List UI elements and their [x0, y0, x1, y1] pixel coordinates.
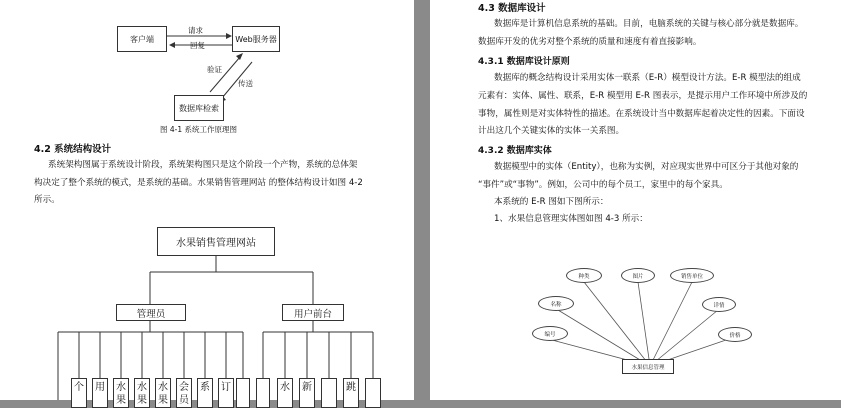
- admin-leaf: 水果: [134, 378, 150, 408]
- er-entity-box: 水果信息管理: [622, 359, 674, 374]
- section-4-2-line-2: 构决定了整个系统的模式，是系统的基础。水果销售管理网站 的整体结构设计如图 4-2: [34, 178, 363, 188]
- db-retrieval-box: 数据库检索: [174, 95, 224, 121]
- admin-leaf: 个: [71, 378, 87, 408]
- tree-root-box: 水果销售管理网站: [157, 227, 275, 256]
- request-label: 请求: [188, 26, 203, 35]
- transfer-label: 传送: [238, 79, 253, 88]
- er-attribute-oval: 种类: [566, 268, 602, 283]
- figure-4-1-caption: 图 4-1 系统工作原理图: [160, 125, 238, 134]
- frontend-leaf: 跳: [343, 378, 359, 408]
- section-4-3-1-line-4: 计出这几个关键实体的实体一关系图。: [478, 126, 625, 136]
- reply-label: 回复: [190, 41, 205, 50]
- section-4-3-1-heading: 4.3.1 数据库设计原则: [478, 57, 570, 67]
- section-4-2-line-1: 系统架构图属于系统设计阶段，系统架构图只是这个阶段一个产物，系统的总体架: [48, 160, 358, 170]
- validate-label: 验证: [207, 65, 222, 74]
- section-4-2-line-3: 所示。: [34, 195, 60, 205]
- section-4-3-1-line-2: 元素有：实体、属性、联系，E-R 模型用 E-R 图表示，是提示用户工作环境中所涉及的: [478, 91, 808, 101]
- er-attribute-oval: 价格: [718, 327, 752, 342]
- client-box: 客户端: [117, 26, 167, 52]
- admin-leaf: 水果: [113, 378, 129, 408]
- section-4-3-2-line-2: “事件”或“事物”。例如，公司中的每个员工，家里中的每个家具。: [478, 180, 728, 190]
- er-attribute-oval: 详情: [702, 297, 736, 312]
- section-4-2-heading: 4.2 系统结构设计: [34, 144, 112, 155]
- section-4-3-2-line-4: 1、水果信息管理实体图如图 4-3 所示：: [494, 214, 648, 224]
- section-4-3-1-line-3: 事物，属性则是对实体特性的描述。在系统设计当中数据库起着决定性的因素。下面设: [478, 109, 805, 119]
- web-server-box: Web服务器: [232, 26, 280, 52]
- admin-leaf: 会员: [176, 378, 192, 408]
- frontend-leaf: 水: [277, 378, 293, 408]
- section-4-3-heading: 4.3 数据库设计: [478, 3, 546, 14]
- admin-leaf: 订: [218, 378, 234, 408]
- document-page-left: [0, 0, 414, 406]
- er-attribute-oval: 销售单位: [670, 268, 714, 283]
- document-page-right: [430, 0, 841, 400]
- frontend-leaf: 新: [299, 378, 315, 408]
- section-4-3-line-1: 数据库是计算机信息系统的基础。目前，电脑系统的关键与核心部分就是数据库。: [494, 19, 804, 29]
- section-4-3-1-line-1: 数据库的概念结构设计采用实体一联系（E-R）模型设计方法。E-R 模型法的组成: [494, 73, 801, 83]
- admin-box: 管理员: [116, 304, 186, 321]
- admin-leaf: 系: [197, 378, 213, 408]
- admin-leaf: [236, 378, 250, 408]
- section-4-3-2-line-3: 本系统的 E-R 图如下图所示：: [494, 197, 609, 207]
- admin-leaf: 用: [92, 378, 108, 408]
- frontend-leaf: [321, 378, 337, 408]
- er-diagram-lines: [430, 0, 841, 400]
- frontend-box: 用户前台: [282, 304, 344, 321]
- section-4-3-2-line-1: 数据模型中的实体（Entity），也称为实例，对应现实世界中可区分于其他对象的: [494, 162, 799, 172]
- section-4-3-line-2: 数据库开发的优劣对整个系统的质量和速度有着直接影响。: [478, 37, 702, 47]
- diagram-lines: [0, 0, 414, 400]
- er-attribute-oval: 图片: [621, 268, 655, 283]
- section-4-3-2-heading: 4.3.2 数据库实体: [478, 146, 552, 156]
- er-attribute-oval: 编号: [532, 326, 568, 341]
- admin-leaf: 水果: [155, 378, 171, 408]
- frontend-leaf: [365, 378, 381, 408]
- er-attribute-oval: 名称: [538, 296, 574, 311]
- frontend-leaf: [256, 378, 270, 408]
